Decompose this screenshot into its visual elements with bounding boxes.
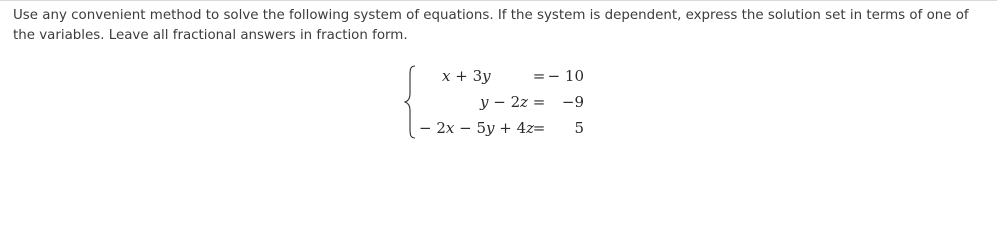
equation-1-rhs: − 10 [547, 67, 584, 85]
eq3-term-z: z [526, 119, 535, 137]
eq2-term-2: − 2 [488, 93, 521, 111]
equation-3 [419, 118, 534, 138]
eq3-term-x: x [445, 119, 455, 137]
eq1-term-x: x [442, 67, 451, 85]
top-divider [0, 0, 997, 1]
equation-2 [480, 92, 528, 112]
equation-2-rhs: −9 [561, 93, 584, 111]
equation-1-equals: = [532, 67, 546, 85]
eq3-term-5: − 5 [454, 119, 487, 137]
equation-3-rhs: 5 [574, 119, 584, 137]
equation-system [404, 64, 594, 140]
equation-3-equals: = [532, 119, 546, 137]
equation-2-equals: = [532, 93, 546, 111]
equation-1 [442, 66, 491, 86]
eq1-term-y: y [482, 67, 491, 85]
left-brace [404, 64, 418, 140]
eq3-term-y: y [486, 119, 495, 137]
eq2-term-z: z [520, 93, 529, 111]
eq3-term-4: + 4 [494, 119, 527, 137]
eq3-term-2: − 2 [419, 119, 446, 137]
eq2-term-y: y [480, 93, 489, 111]
problem-prompt: Use any convenient method to solve the following system of equations. If the system is dependent, express the solution set in terms of one of the variables. Leave all fractional answers in fraction form. [13, 8, 969, 43]
eq1-term-3: + 3 [450, 67, 483, 85]
